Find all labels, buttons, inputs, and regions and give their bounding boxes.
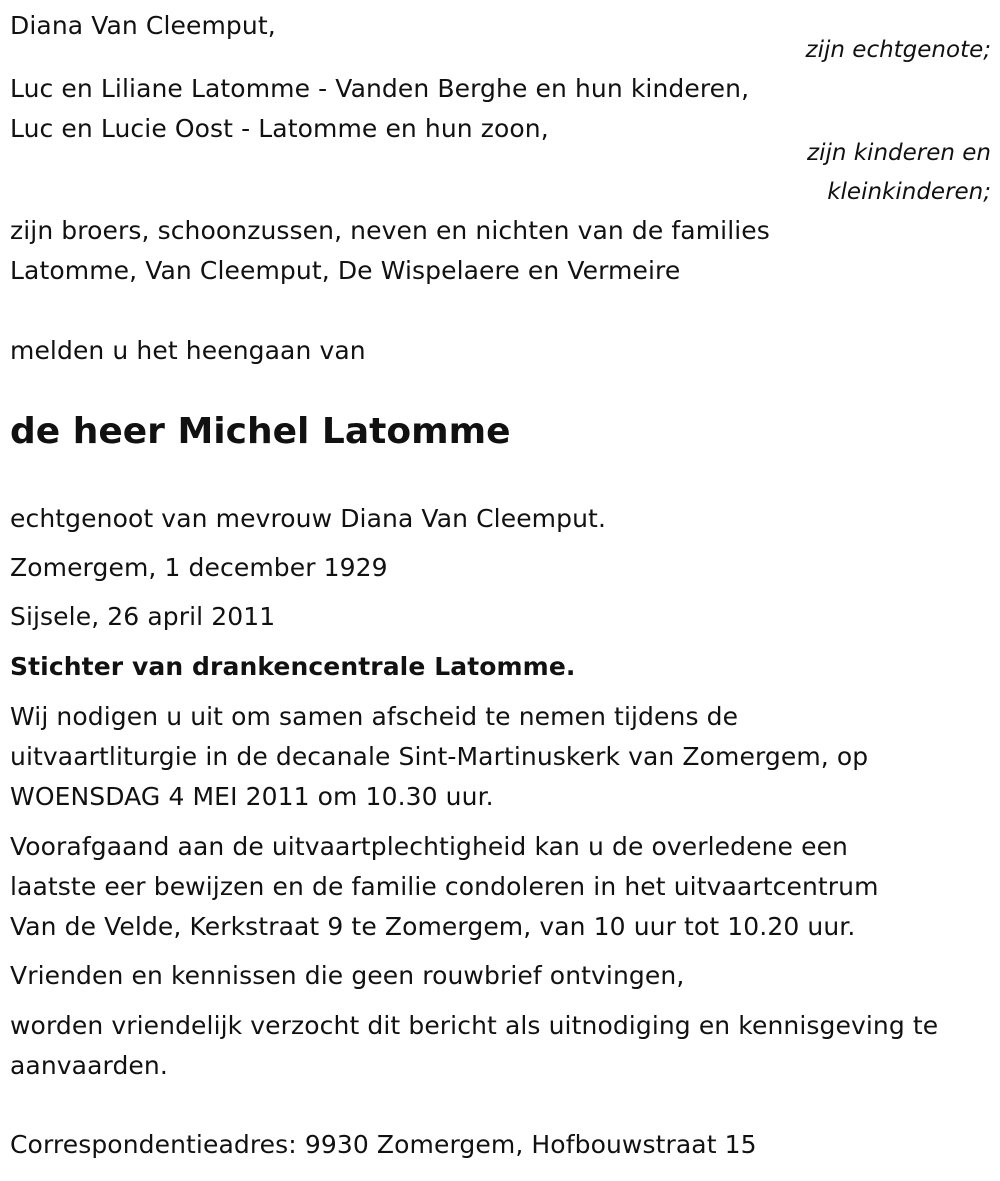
deceased-name: de heer Michel Latomme: [10, 411, 511, 452]
children-line-2: Luc en Lucie Oost - Latomme en hun zoon,: [10, 114, 549, 143]
children-role-line-1: zijn kinderen en: [807, 140, 991, 166]
death-text: Sijsele, 26 april 2011: [10, 602, 276, 631]
family-line-2: Latomme, Van Cleemput, De Wispelaere en Vermeire: [10, 256, 681, 285]
spouse-of-text: echtgenoot van mevrouw Diana Van Cleemput.: [10, 504, 606, 533]
birth-text: Zomergem, 1 december 1929: [10, 553, 388, 582]
children-role-line-2: kleinkinderen;: [827, 179, 991, 205]
friends-line-3: aanvaarden.: [10, 1051, 168, 1080]
funeral-line-3: WOENSDAG 4 MEI 2011 om 10.30 uur.: [10, 782, 494, 811]
spouse-name: Diana Van Cleemput,: [10, 11, 276, 40]
family-line-1: zijn broers, schoonzussen, neven en nichten van de families: [10, 216, 770, 245]
friends-line-1: Vrienden en kennissen die geen rouwbrief ontvingen,: [10, 961, 685, 990]
funeral-line-2: uitvaartliturgie in de decanale Sint-Martinuskerk van Zomergem, op: [10, 742, 869, 771]
friends-line-2: worden vriendelijk verzocht dit bericht als uitnodiging en kennisgeving te: [10, 1011, 939, 1040]
funeral-line-1: Wij nodigen u uit om samen afscheid te nemen tijdens de: [10, 702, 739, 731]
viewing-line-1: Voorafgaand aan de uitvaartplechtigheid kan u de overledene een: [10, 832, 848, 861]
correspondence-address: Correspondentieadres: 9930 Zomergem, Hofbouwstraat 15: [10, 1130, 757, 1159]
children-line-1: Luc en Liliane Latomme - Vanden Berghe en hun kinderen,: [10, 74, 750, 103]
viewing-line-3: Van de Velde, Kerkstraat 9 te Zomergem, van 10 uur tot 10.20 uur.: [10, 912, 856, 941]
founder-text: Stichter van drankencentrale Latomme.: [10, 652, 576, 681]
announcement-text: melden u het heengaan van: [10, 336, 366, 365]
viewing-line-2: laatste eer bewijzen en de familie condoleren in het uitvaartcentrum: [10, 872, 879, 901]
spouse-role: zijn echtgenote;: [805, 37, 991, 63]
